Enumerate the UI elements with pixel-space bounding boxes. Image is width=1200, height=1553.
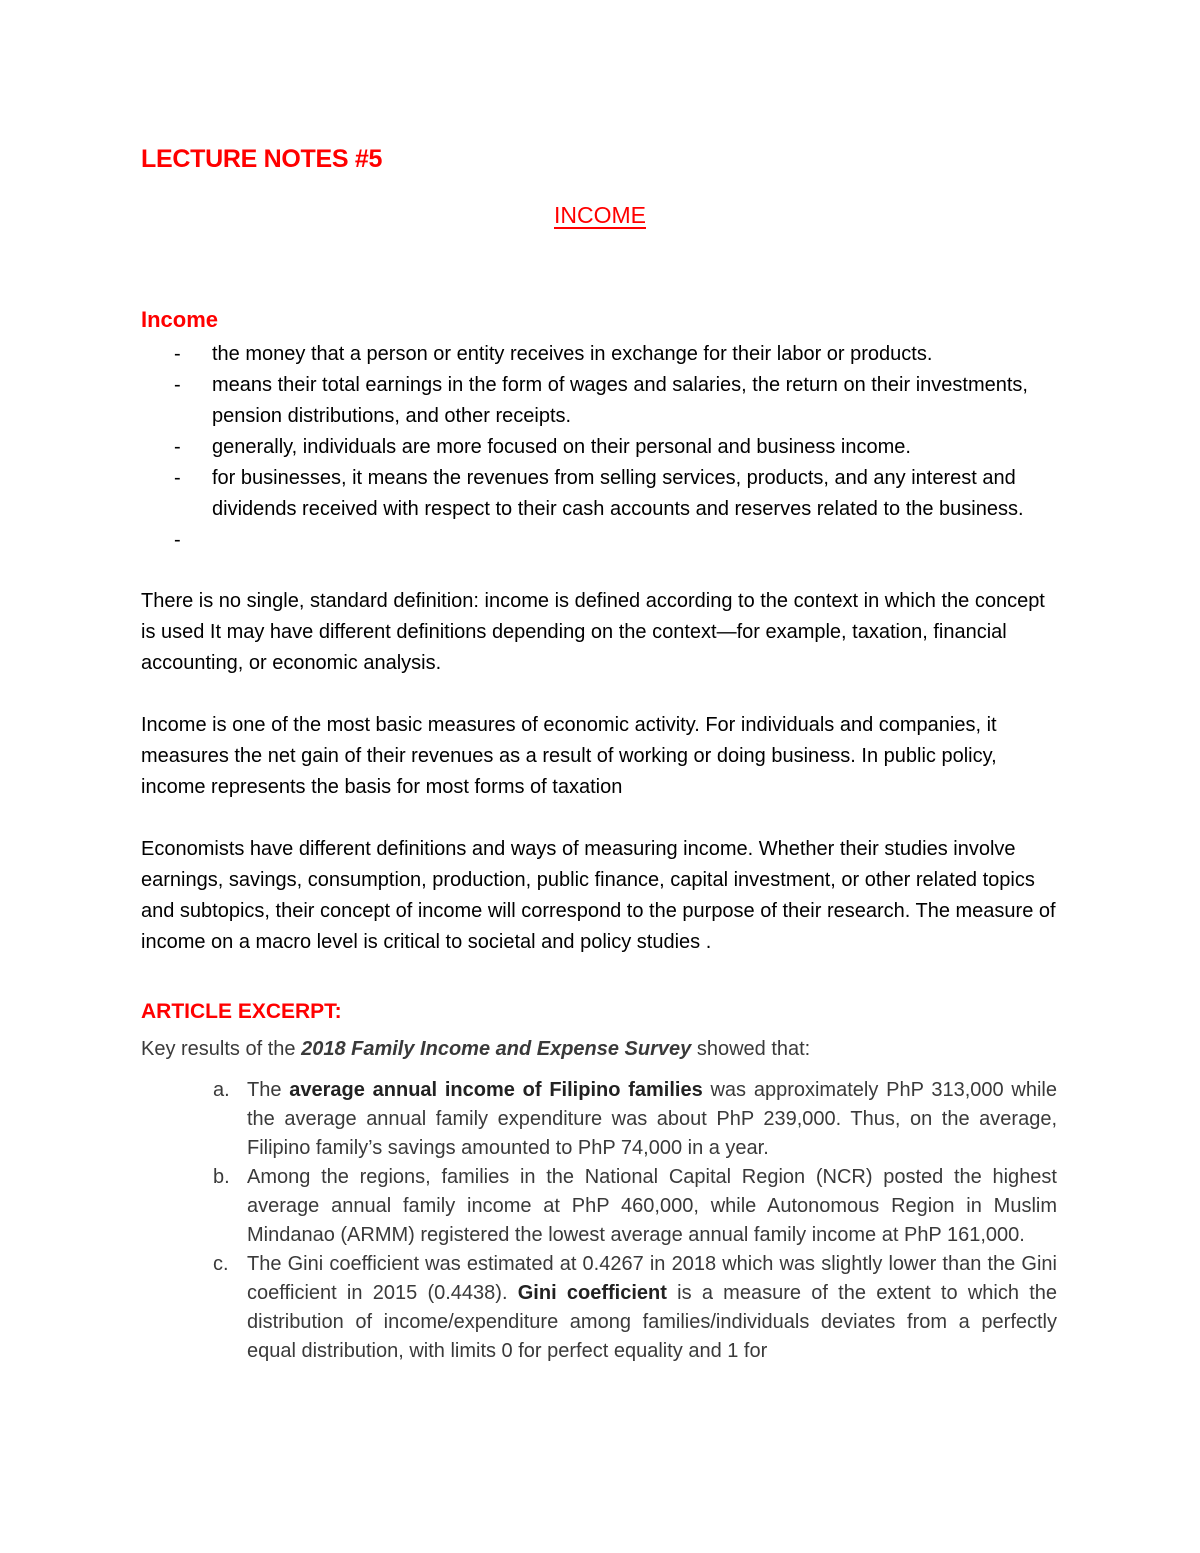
- bullet-dash: -: [174, 529, 181, 551]
- list-item: [141, 525, 1071, 556]
- bullet-text: generally, individuals are more focused on their personal and business income.: [212, 436, 911, 458]
- list-item: [141, 1076, 1057, 1163]
- intro-after: showed that:: [691, 1038, 811, 1060]
- paragraph-economists: Economists have different definitions and ways of measuring income. Whether their studies involve earnings, savings, consumption, production, public finance, capital investment, or other related topics and subtopics, their concept of income will correspond to the purpose of their research. The measure of income on a macro level is critical to societal and policy studies .: [141, 838, 1056, 953]
- paragraph-economic-activity: Income is one of the most basic measures of economic activity. For individuals and companies, it measures the net gain of their revenues as a result of working or doing business. In public policy, income represents the basis for most forms of taxation: [141, 714, 997, 798]
- bullet-text: [212, 529, 218, 551]
- list-item: [141, 463, 1071, 525]
- bullet-dash: -: [174, 343, 181, 365]
- item-letter: b.: [213, 1166, 230, 1188]
- item-text-pre: The: [247, 1079, 290, 1101]
- income-definition-list: [141, 339, 1071, 556]
- bullet-text: the money that a person or entity receives in exchange for their labor or products.: [212, 343, 933, 365]
- item-letter: a.: [213, 1079, 230, 1101]
- bullet-text: means their total earnings in the form of wages and salaries, the return on their investments, pension distributions, and other receipts.: [212, 374, 1028, 427]
- list-item: [141, 339, 1071, 370]
- paragraph-definition: There is no single, standard definition: income is defined according to the context in which the concept is used It may have different definitions depending on the context—for example, taxation, financial accounting, or economic analysis.: [141, 590, 1045, 674]
- item-text-post: was approximately PhP 313,000 while the average annual family expenditure was about PhP 239,000. Thus, on the average, Filipino family’s savings amounted to PhP 74,000 in a year.: [247, 1079, 1057, 1159]
- section-heading-income: Income: [141, 307, 219, 332]
- article-excerpt-heading: ARTICLE EXCERPT:: [141, 1000, 342, 1023]
- bullet-dash: -: [174, 467, 181, 489]
- bullet-dash: -: [174, 374, 181, 396]
- item-text-pre: The Gini coefficient was estimated at 0.4267 in 2018 which was slightly lower than the Gini coefficient in 2015 (0.4438).: [247, 1253, 1057, 1304]
- document-title: LECTURE NOTES #5: [141, 145, 383, 173]
- item-text-pre: Among the regions, families in the National Capital Region (NCR) posted the highest average annual family income at PhP 460,000, while Autonomous Region in Muslim Mindanao (ARMM) registered the lowest average annual family income at PhP 161,000.: [247, 1166, 1057, 1246]
- item-text-bold: Gini coefficient: [517, 1282, 667, 1304]
- article-results-list: [141, 1076, 1057, 1366]
- bullet-text: for businesses, it means the revenues from selling services, products, and any interest and dividends received with respect to their cash accounts and reserves related to the business.: [212, 467, 1024, 520]
- item-text-post: is a measure of the extent to which the distribution of income/expenditure among families/individuals deviates from a perfectly equal distribution, with limits 0 for perfect equality and 1 for: [247, 1282, 1058, 1362]
- intro-before: Key results of the: [141, 1038, 302, 1060]
- list-item: [141, 1250, 1057, 1366]
- bullet-dash: -: [174, 436, 181, 458]
- item-text-bold: average annual income of Filipino families: [289, 1079, 703, 1101]
- list-item: [141, 1163, 1057, 1250]
- survey-name: 2018 Family Income and Expense Survey: [301, 1038, 692, 1060]
- article-intro: [141, 1038, 810, 1061]
- list-item: [141, 432, 1071, 463]
- item-letter: c.: [213, 1253, 229, 1275]
- list-item: [141, 370, 1071, 432]
- document-subtitle: INCOME: [554, 202, 646, 228]
